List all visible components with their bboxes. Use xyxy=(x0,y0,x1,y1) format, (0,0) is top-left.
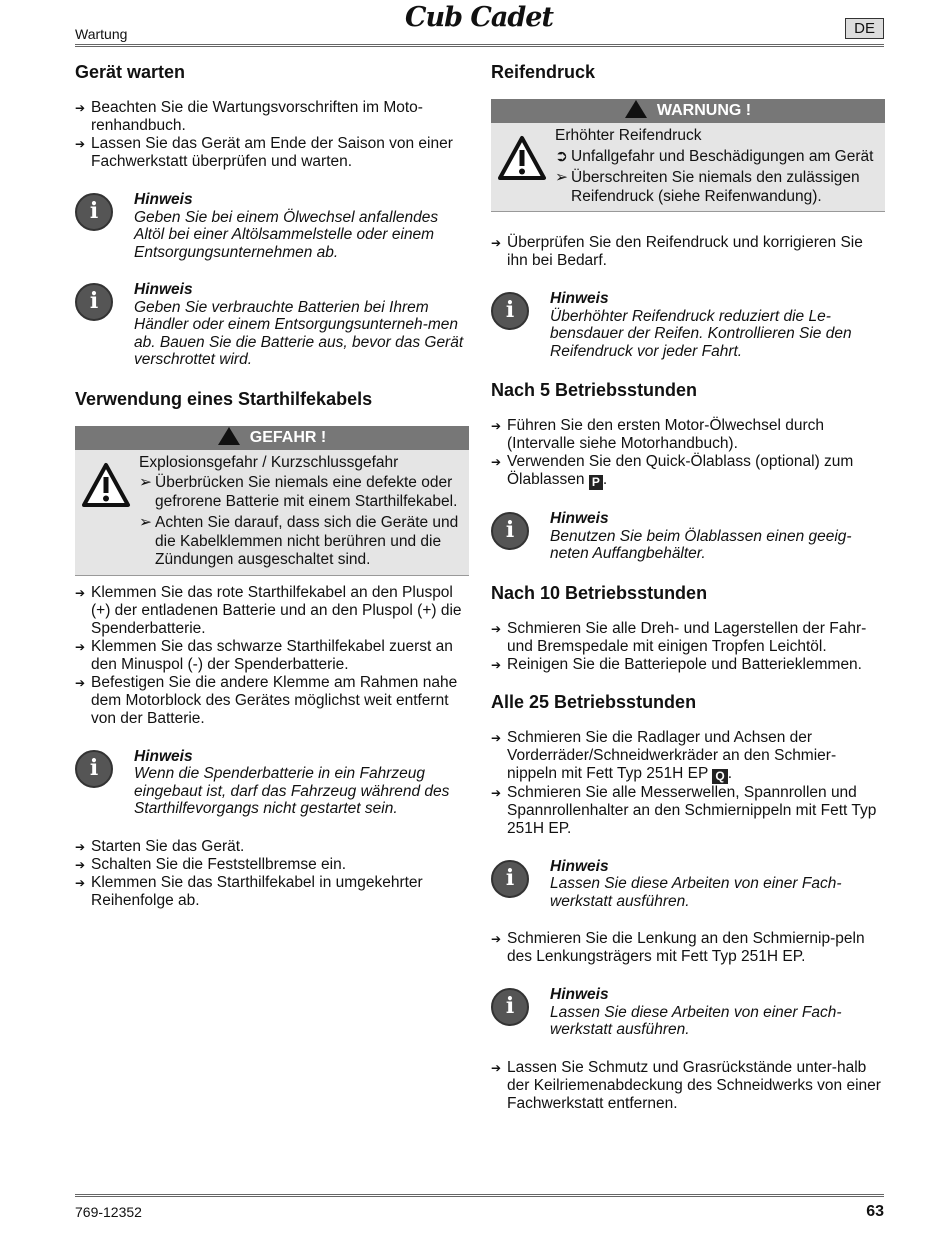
danger-box xyxy=(75,426,469,576)
warning-triangle-icon xyxy=(81,462,131,508)
info-icon: i xyxy=(491,988,529,1026)
list-item: ➔ Klemmen Sie das rote Starthilfekabel an den Pluspol (+) der entladenen Batterie und an den Pluspol (+) die Spenderbatterie. xyxy=(75,584,469,638)
note-title: Hinweis xyxy=(134,747,193,765)
header-section-title: Wartung xyxy=(75,26,128,42)
list-item: ➔ Beachten Sie die Wartungsvorschriften im Moto-renhandbuch. xyxy=(75,99,469,135)
warning-header xyxy=(491,99,885,123)
note-oil-container xyxy=(491,510,885,563)
list-item: ➔ Lassen Sie das Gerät am Ende der Saison von einer Fachwerkstatt überprüfen und warten. xyxy=(75,135,469,171)
note-text: Überhöhter Reifendruck reduziert die Le-bensdauer der Reifen. Kontrollieren Sie den Reifendruck vor jeder Fahrt. xyxy=(550,307,852,360)
consequence-arrow-icon: ➲ xyxy=(555,147,568,165)
note-text: Benutzen Sie beim Ölablassen einen geeig-neten Auffangbehälter. xyxy=(550,527,852,562)
document-number: 769-12352 xyxy=(75,1204,142,1220)
note-oil-disposal xyxy=(75,191,469,261)
step-list xyxy=(491,417,885,490)
arrowhead-icon: ➢ xyxy=(139,474,152,491)
list-item: ➔ Führen Sie den ersten Motor-Ölwechsel durch (Intervalle siehe Motorhandbuch). xyxy=(491,417,885,453)
note-workshop xyxy=(491,858,885,911)
arrowhead-icon: ➢ xyxy=(555,169,568,186)
warning-triangle-icon xyxy=(625,100,647,118)
note-text: Geben Sie bei einem Ölwechsel anfallendes Altöl bei einer Altölsammelstelle oder einem Entsorgungsunternehmen ab. xyxy=(134,208,439,261)
step-list xyxy=(491,1059,885,1113)
brand-logo: Cub Cadet xyxy=(405,2,553,33)
warning-label: WARNUNG ! xyxy=(656,102,752,119)
list-item: ➔ Klemmen Sie das schwarze Starthilfekabel zuerst an den Minuspol (-) der Spenderbatterie. xyxy=(75,638,469,674)
warning-box xyxy=(491,99,885,212)
list-item: ➢ Achten Sie darauf, dass sich die Geräte und die Kabelklemmen nicht berühren und die Zündungen ausgeschaltet sind. xyxy=(139,514,459,568)
list-item: ➢ Überschreiten Sie niemals den zulässigen Reifendruck (siehe Reifenwandung). xyxy=(555,169,860,205)
list-item: ➲ Unfallgefahr und Beschädigungen am Gerät xyxy=(555,147,874,165)
step-list xyxy=(491,234,885,270)
list-item: ➢ Überbrücken Sie niemals eine defekte oder gefrorene Batterie mit einem Starthilfekabel. xyxy=(139,474,458,510)
page-number: 63 xyxy=(866,1203,884,1220)
section-title-5-hours: Nach 5 Betriebsstunden xyxy=(491,380,698,400)
right-column xyxy=(491,62,885,1113)
list-item: ➔ Schmieren Sie alle Messerwellen, Spannrollen und Spannrollenhalter an den Schmiernippeln mit Fett Typ 251H EP. xyxy=(491,784,885,838)
note-title: Hinweis xyxy=(550,290,609,307)
step-list xyxy=(75,838,469,910)
section-title-10-hours: Nach 10 Betriebsstunden xyxy=(491,582,708,603)
danger-body xyxy=(75,450,469,575)
arrowhead-icon: ➢ xyxy=(139,514,152,531)
note-donor-vehicle xyxy=(75,748,469,818)
note-title: Hinweis xyxy=(550,857,609,875)
list-item: ➔ Schmieren Sie alle Dreh- und Lagerstellen der Fahr- und Bremspedale mit einigen Tropfen Leichtöl. xyxy=(491,620,885,656)
danger-list xyxy=(139,474,463,570)
list-item: ➔ Überprüfen Sie den Reifendruck und korrigieren Sie ihn bei Bedarf. xyxy=(491,234,885,270)
section-title-starthilfekabel: Verwendung eines Starthilfekabels xyxy=(75,388,373,409)
step-list xyxy=(491,620,885,674)
info-icon: i xyxy=(75,750,113,788)
list-item: ➔ Lassen Sie Schmutz und Grasrückstände unter-halb der Keilriemenabdeckung des Schneidwerks von einer Fachwerkstatt entfernen. xyxy=(491,1059,885,1113)
warning-triangle-icon xyxy=(218,427,240,445)
info-icon: i xyxy=(75,283,113,321)
note-title: Hinweis xyxy=(550,510,609,527)
list-item: ➔ Schmieren Sie die Lenkung an den Schmiernip-peln des Lenkungsträgers mit Fett Typ 251H EP. xyxy=(491,930,885,966)
section-title-25-hours: Alle 25 Betriebsstunden xyxy=(491,691,697,712)
list-item: ➔ Befestigen Sie die andere Klemme am Rahmen nahe dem Motorblock des Gerätes möglichst weit entfernt von der Batterie. xyxy=(75,674,469,728)
note-text: Lassen Sie diese Arbeiten von einer Fach-werkstatt ausführen. xyxy=(550,1003,842,1038)
info-icon: i xyxy=(491,860,529,898)
list-item: ➔ Verwenden Sie den Quick-Ölablass (optional) zum Ölablassen P . xyxy=(491,453,885,490)
danger-header xyxy=(75,426,469,450)
list-item: ➔ Schmieren Sie die Radlager und Achsen der Vorderräder/Schneidwerkräder an den Schmier-nippeln mit Fett Typ 251H EP Q . xyxy=(491,729,885,784)
part-tag-q: Q xyxy=(712,769,727,784)
list-item: ➔ Klemmen Sie das Starthilfekabel in umgekehrter Reihenfolge ab. xyxy=(75,874,469,910)
note-title: Hinweis xyxy=(134,281,193,298)
header-rule xyxy=(75,44,884,47)
danger-intro: Explosionsgefahr / Kurzschlussgefahr xyxy=(139,453,399,471)
step-list xyxy=(491,930,885,966)
info-icon: i xyxy=(491,292,529,330)
note-tire-pressure xyxy=(491,290,885,360)
note-text: Geben Sie verbrauchte Batterien bei Ihrem Händler oder einem Entsorgungsunterneh-men ab. Bauen Sie die Batterie aus, bevor das Gerät verschrottet wird. xyxy=(134,298,464,368)
section-title-geraet-warten: Gerät warten xyxy=(75,62,186,82)
step-list xyxy=(491,729,885,838)
warning-intro: Erhöhter Reifendruck xyxy=(555,127,702,144)
left-column xyxy=(75,62,469,910)
note-text: Wenn die Spenderbatterie in ein Fahrzeug eingebaut ist, darf das Fahrzeug während des Starthilfevorgangs nicht gestartet sein. xyxy=(134,765,450,817)
step-list xyxy=(75,99,469,171)
note-title: Hinweis xyxy=(134,191,193,208)
list-item: ➔ Reinigen Sie die Batteriepole und Batterieklemmen. xyxy=(491,656,885,674)
footer-rule xyxy=(75,1194,884,1197)
note-battery-disposal xyxy=(75,281,469,369)
step-list xyxy=(75,584,469,728)
danger-label: GEFAHR ! xyxy=(249,428,327,446)
list-item: ➔ Schalten Sie die Feststellbremse ein. xyxy=(75,856,469,874)
warning-triangle-icon xyxy=(497,135,547,181)
part-tag-p: P xyxy=(589,475,603,490)
list-item: ➔ Starten Sie das Gerät. xyxy=(75,838,469,856)
language-badge: DE xyxy=(845,18,884,39)
section-title-reifendruck: Reifendruck xyxy=(491,62,596,82)
note-workshop xyxy=(491,986,885,1039)
warning-body xyxy=(491,123,885,211)
warning-list xyxy=(555,148,879,207)
info-icon: i xyxy=(491,512,529,550)
page-header xyxy=(75,0,884,46)
info-icon: i xyxy=(75,193,113,231)
page-footer xyxy=(75,1194,884,1224)
note-title: Hinweis xyxy=(550,986,609,1003)
note-text: Lassen Sie diese Arbeiten von einer Fach-werkstatt ausführen. xyxy=(550,875,842,910)
